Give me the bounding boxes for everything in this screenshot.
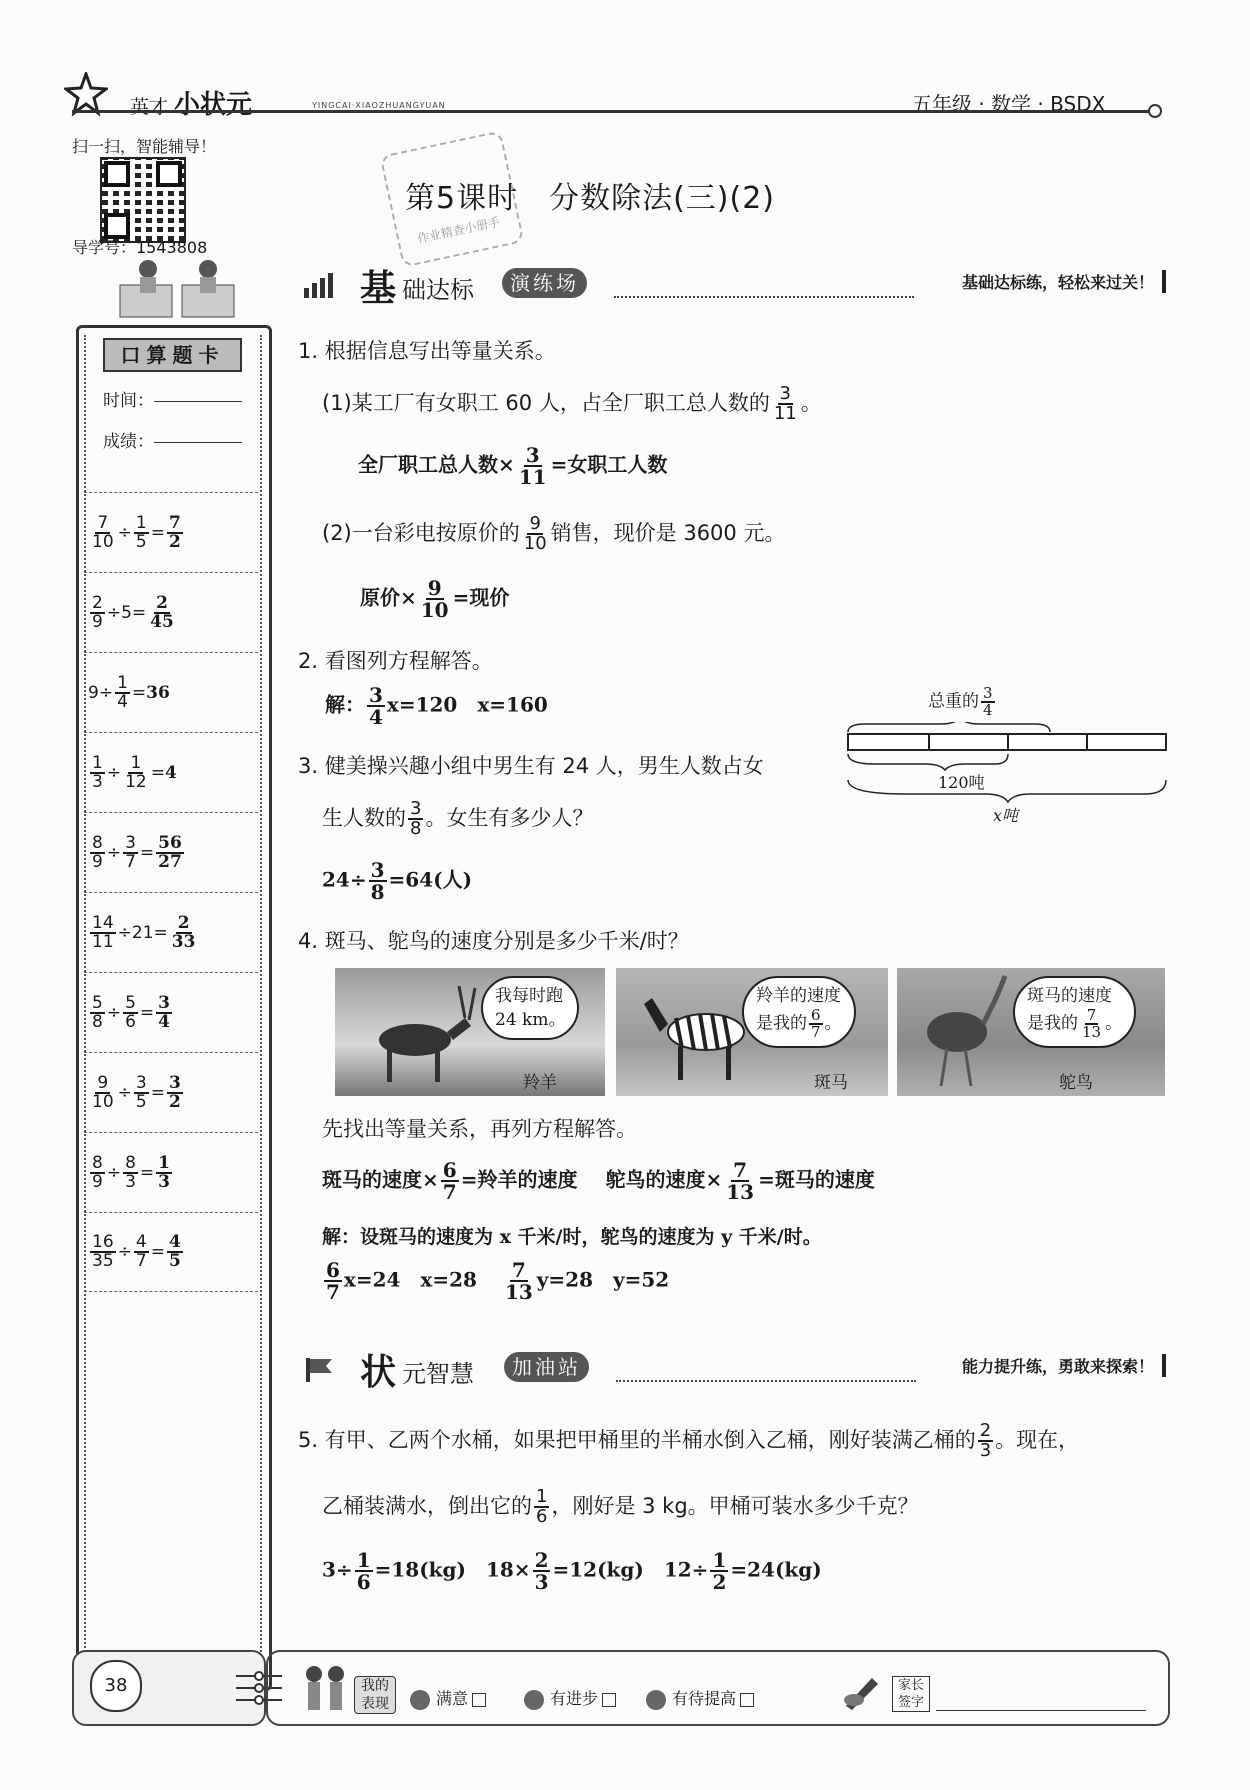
- antelope-speech-bubble: 我每时跑 24 km。: [481, 976, 579, 1040]
- flag-icon: [302, 1356, 338, 1382]
- calc-row: $\frac{16}{35}$ ÷ $\frac{4}{7}$ = $\frac{4}{5}$: [84, 1212, 258, 1292]
- q5-answer: 3÷ $\frac{1}{6}$ =18(kg) 18× $\frac{2}{3}$ =12(kg) 12÷ $\frac{1}{2}$ =24(kg): [322, 1548, 822, 1594]
- brand-small: 英才: [130, 96, 169, 118]
- smile-face-icon: [410, 1690, 430, 1710]
- neutral-face-icon: [646, 1690, 666, 1710]
- q2-diagram-bottom-label2: x吨: [993, 806, 1019, 825]
- bar-chart-icon: [302, 272, 338, 298]
- q4-relations: 斑马的速度× $\frac{6}{7}$ =羚羊的速度 鸵鸟的速度× $\frac{7}{13}$ =斑马的速度: [322, 1158, 875, 1204]
- section-dotted-line: [614, 296, 914, 298]
- ostrich-photo: [897, 968, 1165, 1096]
- q1-part1: (1)某工厂有女职工 60 人，占全厂职工总人数的 $\frac{3}{11}$ 。: [322, 383, 822, 424]
- q4-title: 4. 斑马、鸵鸟的速度分别是多少千米/时？: [298, 929, 689, 953]
- q1-title: 1. 根据信息写出等量关系。: [298, 339, 556, 363]
- section-slogan: 基础达标练，轻松来过关！: [962, 270, 1166, 293]
- q1-part2: (2)一台彩电按原价的 $\frac{9}{10}$ 销售，现价是 3600 元。: [322, 513, 786, 554]
- q2-title: 2. 看图列方程解答。: [298, 649, 493, 673]
- section-badge: 演练场: [502, 268, 587, 298]
- q4-instruction: 先找出等量关系，再列方程解答。: [322, 1117, 637, 1141]
- calc-row: $\frac{14}{11}$ ÷ 21 = $\frac{2}{33}$: [84, 892, 258, 972]
- q3-line2: 生人数的 $\frac{3}{8}$ 。女生有多少人？: [322, 798, 594, 839]
- q5-line1: 5. 有甲、乙两个水桶，如果把甲桶里的半桶水倒入乙桶，刚好装满乙桶的 $\frac{2}{3}$ 。现在，: [298, 1420, 1080, 1461]
- calc-card-title: 口算题卡: [103, 338, 242, 372]
- q4-equations: $\frac{6}{7}$ x=24 x=28 $\frac{7}{13}$ y=28 y=52: [326, 1258, 670, 1304]
- brand-pinyin: YINGCAI·XIAOZHUANGYUAN: [312, 101, 446, 110]
- qr-code-icon[interactable]: [100, 157, 186, 243]
- eval-improve[interactable]: 有待提高: [646, 1686, 754, 1710]
- homework-stamp: 作业精查小册手: [380, 130, 525, 267]
- ostrich-label: 鸵鸟: [1059, 1073, 1093, 1093]
- students-illustration: [118, 255, 236, 320]
- calc-row: $\frac{2}{9}$ ÷ 5 = $\frac{2}{45}$: [84, 572, 258, 652]
- section-basic-header: [302, 268, 1166, 309]
- checkbox[interactable]: [740, 1693, 754, 1707]
- calc-row: $\frac{8}{9}$ ÷ $\frac{3}{7}$ = $\frac{56}{27}$: [84, 812, 258, 892]
- eval-progress[interactable]: 有进步: [524, 1686, 616, 1710]
- zebra-speech-bubble: 羚羊的速度 是我的 $\frac{6}{7}$ 。: [742, 976, 856, 1048]
- section-title-rest: 础达标: [402, 276, 474, 304]
- header-rule: [72, 110, 1157, 113]
- header-end-dot-icon: [1148, 104, 1162, 118]
- checkbox[interactable]: [602, 1693, 616, 1707]
- q2-answer: 解： $\frac{3}{4}$ x=120 x=160: [325, 683, 548, 729]
- my-performance-label: 我的表现: [354, 1676, 396, 1714]
- section-slogan: 能力提升练，勇敢来探索！: [962, 1354, 1166, 1377]
- brand-name: [130, 84, 252, 121]
- parent-sign-field[interactable]: [936, 1710, 1146, 1711]
- calc-row: 9 ÷ $\frac{1}{4}$ = 36: [84, 652, 258, 732]
- guide-number: 导学号：1543808: [72, 238, 208, 257]
- zebra-label: 斑马: [814, 1073, 848, 1093]
- lesson-title: 第5课时 分数除法(三)(2): [405, 181, 775, 216]
- section-big-char: 状: [360, 1352, 397, 1393]
- calc-row: $\frac{9}{10}$ ÷ $\frac{3}{5}$ = $\frac{3}{2}$: [84, 1052, 258, 1132]
- scan-hint: 扫一扫，智能辅导！: [72, 137, 217, 156]
- q1-answer1: 全厂职工总人数× $\frac{3}{11}$ =女职工人数: [358, 443, 668, 489]
- q1-answer2: 原价× $\frac{9}{10}$ =现价: [360, 576, 510, 622]
- pen-hand-icon: [842, 1670, 886, 1710]
- score-field[interactable]: 成绩：: [103, 427, 242, 452]
- checkbox[interactable]: [472, 1693, 486, 1707]
- eval-satisfied[interactable]: 满意: [410, 1686, 486, 1710]
- section-advanced-header: [302, 1352, 1166, 1393]
- zebra-photo: [616, 968, 888, 1096]
- q2-diagram-bottom-label1: 120吨: [938, 773, 985, 792]
- calc-row: $\frac{5}{8}$ ÷ $\frac{5}{6}$ = $\frac{3}{4}$: [84, 972, 258, 1052]
- page-number: 38: [90, 1660, 142, 1712]
- section-big-char: 基: [360, 268, 397, 309]
- q3-answer: 24÷ $\frac{3}{8}$ =64(人): [322, 858, 473, 904]
- brand-big: 小状元: [174, 90, 253, 120]
- q5-line2: 乙桶装满水，倒出它的 $\frac{1}{6}$ ，刚好是 3 kg。甲桶可装水多少千克？: [322, 1486, 919, 1527]
- antelope-photo: [335, 968, 605, 1096]
- section-dotted-line: [616, 1380, 916, 1382]
- calc-row: $\frac{7}{10}$ ÷ $\frac{1}{5}$ = $\frac{7}{2}$: [84, 492, 258, 572]
- antelope-label: 羚羊: [523, 1073, 557, 1093]
- calc-row: $\frac{1}{3}$ ÷ $\frac{1}{12}$ = 4: [84, 732, 258, 812]
- grade-subject-label: 五年级 · 数学 · BSDX: [912, 92, 1106, 116]
- time-field[interactable]: 时间：: [103, 386, 242, 411]
- q3-line1: 3. 健美操兴趣小组中男生有 24 人，男生人数占女: [298, 754, 764, 778]
- q4-setup: 解：设斑马的速度为 x 千米/时，鸵鸟的速度为 y 千米/时。: [322, 1226, 822, 1248]
- section-title-rest: 元智慧: [402, 1360, 474, 1388]
- kids-mini-icon: [302, 1664, 348, 1714]
- section-badge: 加油站: [504, 1352, 589, 1382]
- parent-sign-label: 家长签字: [892, 1676, 930, 1712]
- happy-face-icon: [524, 1690, 544, 1710]
- ostrich-speech-bubble: 斑马的速度 是我的 $\frac{7}{13}$ 。: [1013, 976, 1136, 1048]
- q2-diagram-top-label: 总重的 $\frac{3}{4}$: [928, 684, 993, 719]
- calc-row: $\frac{8}{9}$ ÷ $\frac{8}{3}$ = $\frac{1}{3}$: [84, 1132, 258, 1212]
